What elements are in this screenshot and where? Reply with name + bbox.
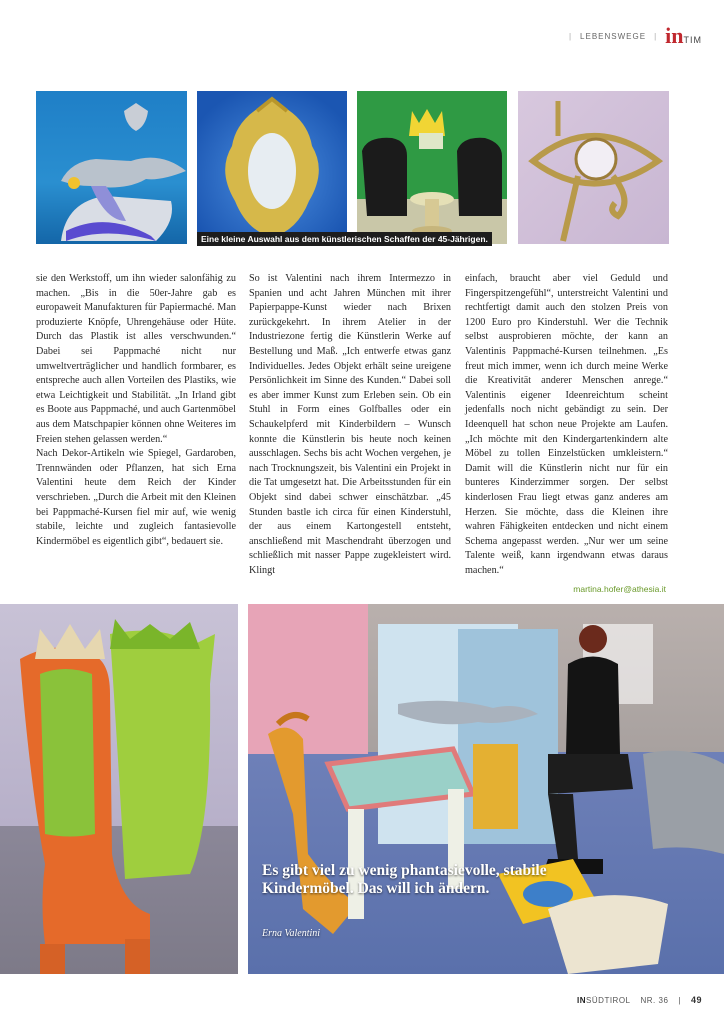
footer-brand: [577, 996, 630, 1005]
article-paragraph: Nach Dekor-Artikeln wie Spiegel, Gardaroben, Trennwänden oder Pflanzen, hat sich Erna Valentini heute dem Reich der Kinder verschrieben. „Durch die Arbeit mit den Kleinen bei Pappmaché-Kursen fiel mir auf, wie wenig stabile, leichte und zugleich fantasievolle Kindermöbel es eigentlich gibt“, bedauert sie.: [36, 448, 236, 547]
photo-gold-mirror: [197, 91, 347, 244]
photo-eye-sculpture: [518, 91, 669, 244]
pull-quote-author: Erna Valentini: [262, 928, 321, 939]
article-column-3: [465, 272, 668, 578]
footer-issue: NR. 36: [640, 995, 669, 1005]
header-separator: |: [654, 31, 658, 41]
logo-tim: TIM: [683, 35, 702, 45]
pull-quote: Es gibt viel zu wenig phantasievolle, stabile Kindermöbel. Das will ich ändern.: [262, 862, 547, 897]
header-separator: |: [568, 31, 573, 41]
article-paragraph: sie den Werkstoff, um ihn wieder salonfähig zu machen. „Bis in die 50er-Jahre gab es europaweit Manufakturen für Papiermaché. Man produzierte Knöpfe, Uhrengehäuse oder Hüte. Durch das Plastik ist alles verschwunden.“ Dabei sei Pappmaché nicht nur umweltverträglicher und handlich formbarer, es entspreche auch allen Vorteilen des Plastiks, wie etwa Leichtigkeit und Stabilität. „In Irland gibt es Boote aus Pappmaché, und auch Gartenmöbel aus dem Matschpapier können ohne Weiteres im Freien stehen gelassen werden.“: [36, 273, 236, 445]
article-column-1: [36, 272, 236, 549]
photo-caption: Eine kleine Auswahl aus dem künstlerischen Schaffen der 45-Jährigen.: [197, 232, 492, 246]
footer-brand-name: SÜDTIROL: [586, 995, 631, 1005]
page-number: 49: [690, 995, 702, 1005]
photo-artist-studio: [248, 604, 724, 974]
photo-dolphin-rocker: [36, 91, 187, 244]
article-paragraph: einfach, braucht aber viel Geduld und Fingerspitzengefühl“, unterstreicht Valentini und rechtfertigt damit auch den stolzen Preis von 1200 Euro pro Kinderstuhl. Wer die Technik selbst ausprobieren möchte, der kann an Valentinis Pappmaché-Kursen teilnehmen. „Es freut mich immer, wenn ich durch meine Werke die Kreativität anderer Menschen anrege.“ Valentinis eigener Ideenreichtum scheint jedenfalls noch nicht gebändigt zu sein. Der Ideenquell hat schon neue Projekte am Laufen. „Ich möchte mit den Kindergartenkindern alte Möbel zu tollen Einzelstücken umkleistern.“ Damit will die Künstlerin nicht nur für ein bunteres Kinderzimmer sorgen. Der selbst kinderlosen Frau liegt etwas ganz anderes am Herzen. Sie möchte, dass die Kleinen ihre wahren Fähigkeiten entdecken und nicht einem Schema angepasst werden. „Nur wer um seine Talente weiß, kann irgendwann etwas daraus machen.“: [465, 273, 668, 576]
page-header: [569, 22, 702, 50]
article-paragraph: So ist Valentini nach ihrem Intermezzo in Spanien und acht Jahren München mit ihrer Papierpappe-Kunst wieder nach Brixen zurückgekehrt. In ihrem Atelier in der Industriezone fertig die Künstlerin Werke auf Bestellung und Maß. „Ich entwerfe etwas ganz Individuelles. Jedes Objekt erhält seine ureigene Persönlichkeit im Sinne des Kunden.“ Dabei soll es aber immer Kunst zum Erleben sein. Ob ein Stuhl in Form eines Golfballes oder ein Schaukelpferd mit Kinderbildern – Wunsch konnte die Künstlerin bis heute noch keinen ausschlagen. Sechs bis acht Wochen vergehen, je nach Trocknungszeit, bis Valentini ein Projekt in die Tat umgesetzt hat. Die Arbeitsstunden für ein Objekt sind dabei schwer einschätzbar. „45 Stunden bastle ich circa für einen Kinderstuhl, der aus einem Kartongestell entsteht, anschließend mit Maschendraht überzogen und schließlich mit nasser Pappe zugekleistert wird. Klingt: [249, 273, 451, 576]
logo-in: in: [665, 23, 684, 48]
footer-brand-bold: IN: [577, 995, 587, 1005]
article-column-2: [249, 272, 451, 578]
magazine-logo: [665, 23, 702, 49]
page-footer: [577, 995, 702, 1005]
section-label: LEBENSWEGE: [580, 31, 647, 41]
footer-separator: |: [678, 995, 681, 1005]
author-email[interactable]: martina.hofer@athesia.it: [573, 584, 666, 594]
photo-crown-chairs: [0, 604, 238, 974]
photo-chairs-set: [357, 91, 507, 244]
